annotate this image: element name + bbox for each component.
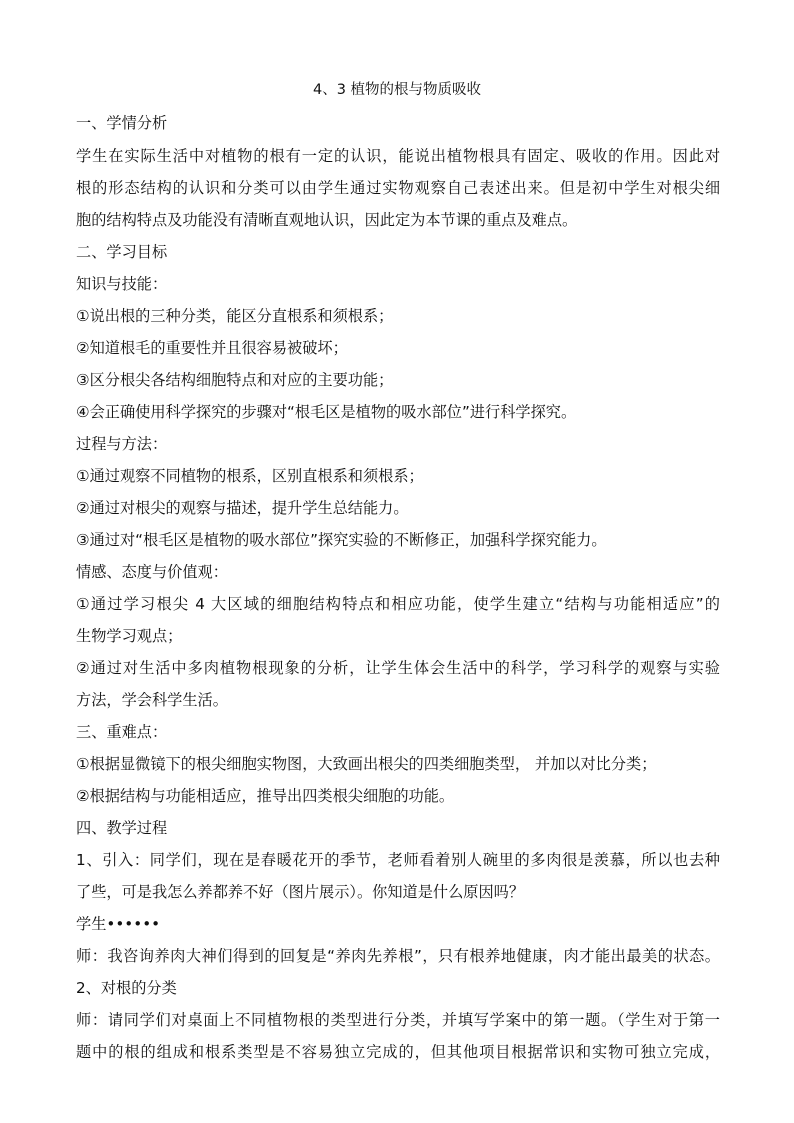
list-item: ①通过观察不同植物的根系，区别直根系和须根系；	[76, 467, 424, 485]
paragraph-line: 师：我咨询养肉大神们得到的回复是“养肉先养根”，只有根养地健康，肉才能出最美的状态。	[76, 947, 720, 965]
list-item: ③区分根尖各结构细胞特点和对应的主要功能；	[76, 371, 394, 389]
document-title: 4、3 植物的根与物质吸收	[312, 82, 482, 98]
subsection-heading: 情感、态度与价值观：	[76, 563, 228, 581]
subsection-heading: 知识与技能：	[76, 275, 168, 293]
paragraph-line: 了些，可是我怎么养都养不好（图片展示）。你知道是什么原因吗？	[76, 883, 525, 901]
paragraph-line: 根的形态结构的认识和分类可以由学生通过实物观察自己表述出来。但是初中学生对根尖细	[76, 179, 720, 197]
paragraph-line: 1、引入：同学们，现在是春暖花开的季节，老师看着别人碗里的多肉很是羡慕，所以也去种	[76, 851, 720, 869]
list-item-continuation: 方法，学会科学生活。	[76, 691, 228, 709]
paragraph-line: 胞的结构特点及功能没有清晰直观地认识，因此定为本节课的重点及难点。	[76, 211, 578, 229]
paragraph-line: 学生••••••	[76, 915, 161, 933]
section-heading: 四、教学过程	[76, 819, 168, 837]
section-heading: 二、学习目标	[76, 243, 168, 261]
list-item: ①说出根的三种分类，能区分直根系和须根系；	[76, 307, 394, 325]
list-item: ①通过学习根尖 4 大区域的细胞结构特点和相应功能，使学生建立“结构与功能相适应”的	[76, 595, 720, 613]
list-item: ②知道根毛的重要性并且很容易被破坏；	[76, 339, 348, 357]
subsection-heading: 过程与方法：	[76, 435, 168, 453]
list-item: ②通过对根尖的观察与描述，提升学生总结能力。	[76, 499, 409, 517]
list-item-continuation: 生物学习观点；	[76, 627, 183, 645]
paragraph-line: 题中的根的组成和根系类型是不容易独立完成的，但其他项目根据常识和实物可独立完成，	[76, 1043, 720, 1061]
paragraph-line: 师：请同学们对桌面上不同植物根的类型进行分类，并填写学案中的第一题。（学生对于第一	[76, 1011, 720, 1029]
list-item: ①根据显微镜下的根尖细胞实物图，大致画出根尖的四类细胞类型， 并加以对比分类；	[76, 755, 657, 773]
subsection-heading: 2、对根的分类	[76, 979, 177, 997]
list-item: ②根据结构与功能相适应，推导出四类根尖细胞的功能。	[76, 787, 455, 805]
paragraph-line: 学生在实际生活中对植物的根有一定的认识，能说出植物根具有固定、吸收的作用。因此对	[76, 147, 720, 165]
list-item: ③通过对“根毛区是植物的吸水部位”探究实验的不断修正，加强科学探究能力。	[76, 531, 607, 549]
section-heading: 三、重难点：	[76, 723, 168, 741]
list-item: ④会正确使用科学探究的步骤对“根毛区是植物的吸水部位”进行科学探究。	[76, 403, 577, 421]
list-item: ②通过对生活中多肉植物根现象的分析，让学生体会生活中的科学，学习科学的观察与实验	[76, 659, 720, 677]
section-heading: 一、学情分析	[76, 114, 168, 132]
